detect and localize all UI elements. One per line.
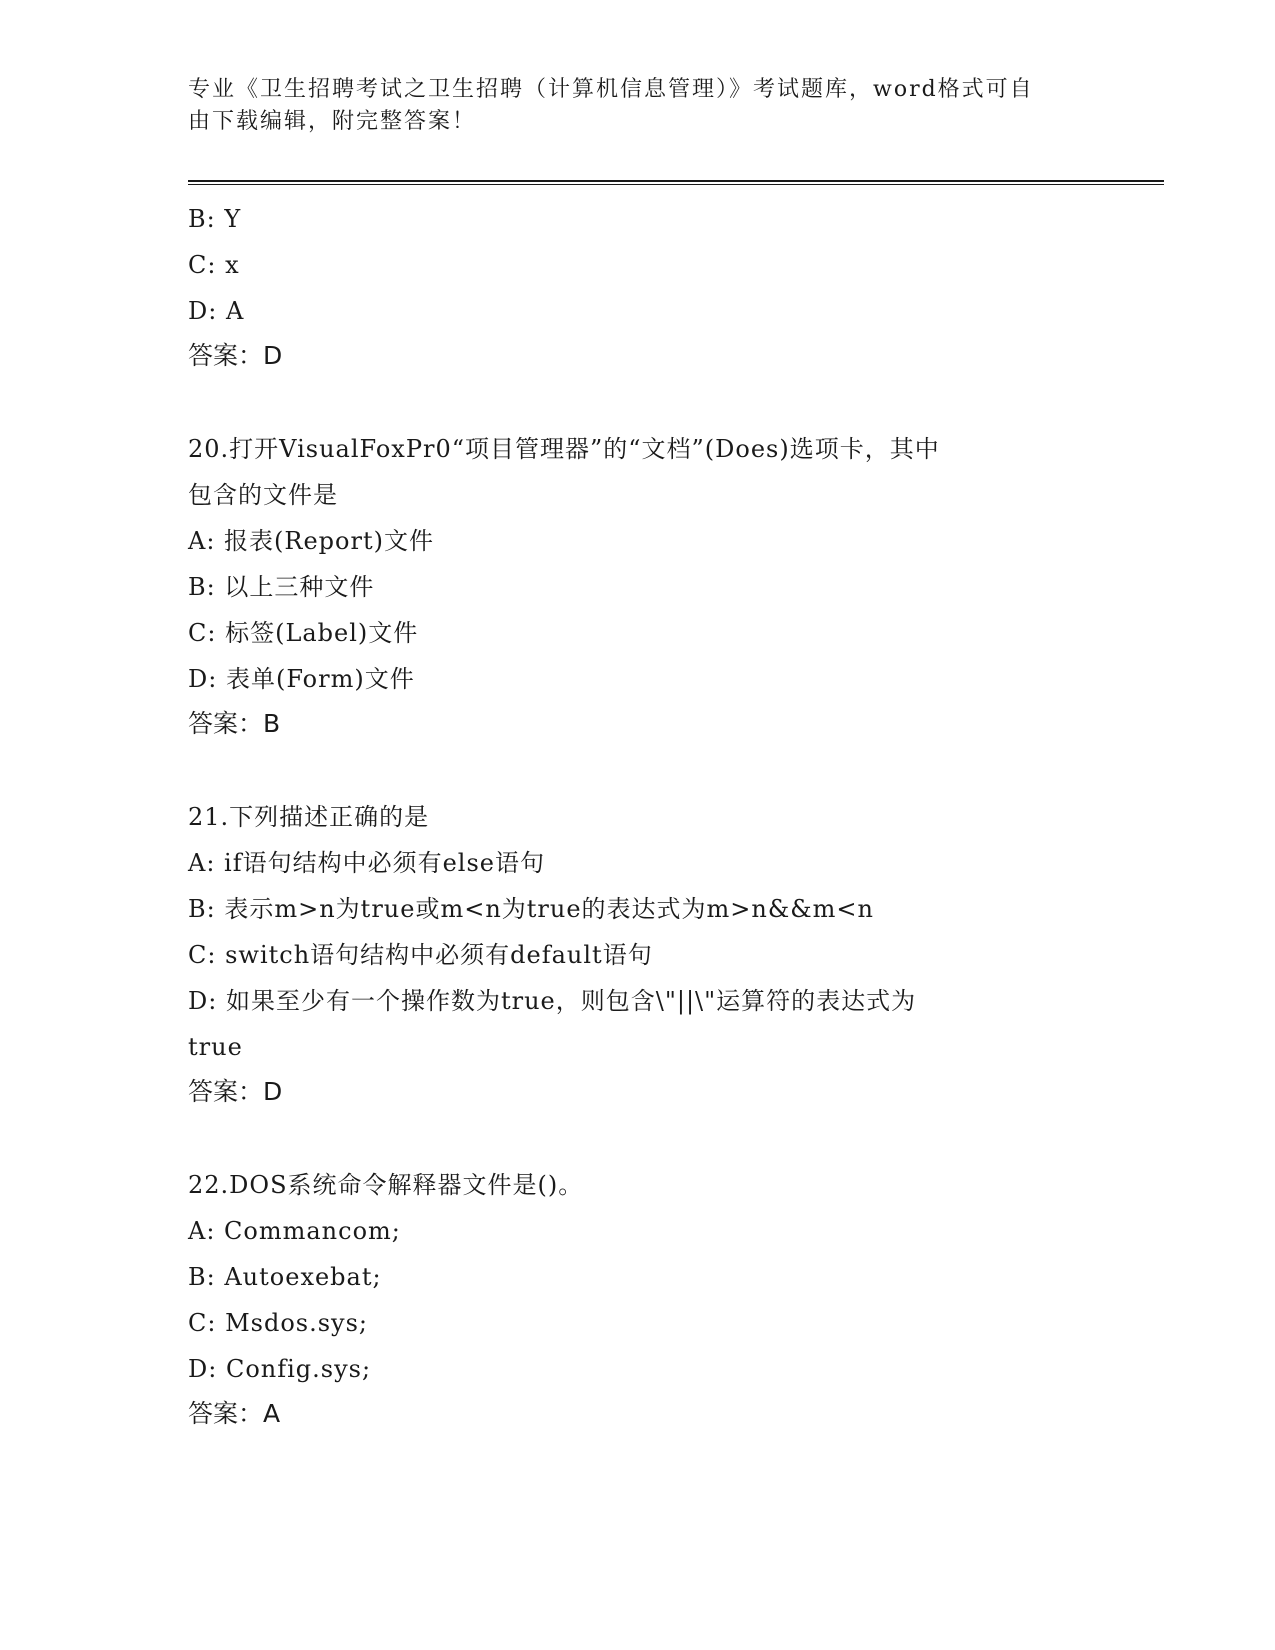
option-d: D: Config.sys; [188,1355,372,1383]
answer: 答案：D [188,1077,283,1106]
question-20 [188,426,1088,746]
option-b: B: Y [188,205,242,233]
question-stem: 21.下列描述正确的是 [188,803,430,831]
question-list [188,196,1088,1436]
option-c: C: switch语句结构中必须有default语句 [188,941,653,969]
option-a: A: 报表(Report)文件 [188,527,434,555]
question-stem: 20.打开VisualFoxPr0“项目管理器”的“文档”(Does)选项卡，其中 [188,435,940,463]
question-19 [188,196,1088,378]
option-d: D: 如果至少有一个操作数为true，则包含\"||\"运算符的表达式为 [188,987,917,1015]
option-c: C: 标签(Label)文件 [188,619,419,647]
document-header [188,74,1088,138]
option-a: A: Commancom; [188,1217,401,1245]
header-line-2: 由下载编辑，附完整答案！ [188,109,477,134]
header-divider-thick [188,180,1164,182]
question-stem: 22.DOS系统命令解释器文件是()。 [188,1171,584,1199]
option-d-cont: true [188,1033,243,1061]
option-b: B: 以上三种文件 [188,573,375,601]
option-b: B: Autoexebat; [188,1263,382,1291]
header-line-1: 专业《卫生招聘考试之卫生招聘（计算机信息管理）》考试题库，word格式可自 [188,77,1034,102]
option-d: D: A [188,297,245,325]
answer: 答案：A [188,1399,281,1428]
question-21 [188,794,1088,1114]
answer: 答案：B [188,709,281,738]
option-a: A: if语句结构中必须有else语句 [188,849,546,877]
answer: 答案：D [188,341,283,370]
question-22 [188,1162,1088,1436]
question-stem-cont: 包含的文件是 [188,481,338,509]
option-b: B: 表示m>n为true或m<n为true的表达式为m>n&&m<n [188,895,874,923]
option-c: C: x [188,251,240,279]
option-c: C: Msdos.sys; [188,1309,369,1337]
header-divider-thin [188,184,1164,185]
option-d: D: 表单(Form)文件 [188,665,415,693]
